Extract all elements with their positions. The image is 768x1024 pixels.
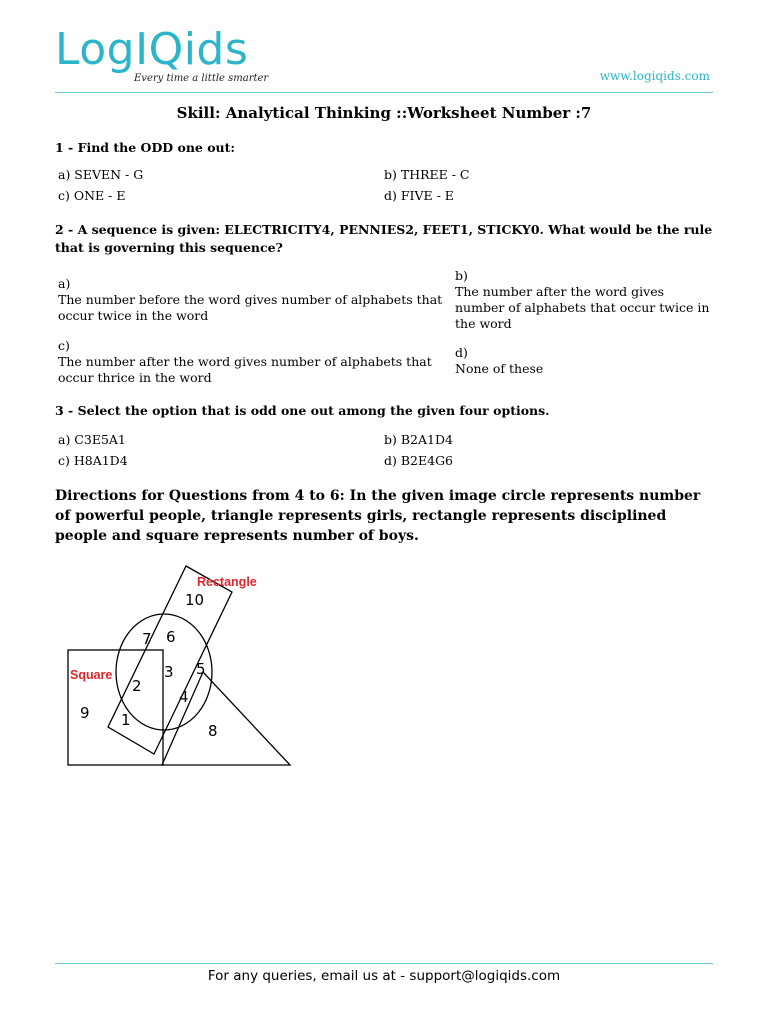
q2-option-a-text: The number before the word gives number of alphabets that occur twice in the word xyxy=(58,292,443,323)
q3-option-d: d) B2E4G6 xyxy=(384,453,454,468)
logo-tagline: Every time a little smarter xyxy=(134,73,269,84)
region-7: 7 xyxy=(142,630,152,648)
website-link[interactable]: www.logiqids.com xyxy=(599,69,710,83)
header-divider xyxy=(55,92,713,93)
q3-option-b: b) B2A1D4 xyxy=(384,432,453,447)
q3-option-c: c) H8A1D4 xyxy=(58,453,128,468)
q3-option-a: a) C3E5A1 xyxy=(58,432,126,447)
question-2: 2 - A sequence is given: ELECTRICITY4, PENNIES2, FEET1, STICKY0. What would be the rule that is governing this sequence? xyxy=(55,222,713,255)
region-4: 4 xyxy=(179,688,189,706)
directions-text: Directions for Questions from 4 to 6: In the given image circle represents number of powerful people, triangle represents girls, rectangle represents disciplined people and square represents number of boys. xyxy=(55,488,701,544)
q2-option-b-letter: b) xyxy=(455,268,468,283)
q2-option-b-text: The number after the word gives number of alphabets that occur twice in the word xyxy=(455,284,710,331)
q2-option-b xyxy=(455,268,713,332)
q2-option-c-letter: c) xyxy=(58,338,70,353)
region-9: 9 xyxy=(80,704,90,722)
q2-option-c xyxy=(58,338,450,386)
question-3: 3 - Select the option that is odd one out among the given four options. xyxy=(55,403,550,418)
footer-divider xyxy=(55,963,713,964)
region-6: 6 xyxy=(166,628,176,646)
q1-option-c: c) ONE - E xyxy=(58,188,126,203)
question-1: 1 - Find the ODD one out: xyxy=(55,140,236,155)
region-10: 10 xyxy=(185,591,205,609)
region-1: 1 xyxy=(121,711,131,729)
square-label: Square xyxy=(70,668,113,682)
q1-option-a: a) SEVEN - G xyxy=(58,167,144,182)
q1-option-b: b) THREE - C xyxy=(384,167,470,182)
q2-option-d xyxy=(455,345,713,377)
rectangle-label: Rectangle xyxy=(197,575,257,589)
region-3: 3 xyxy=(164,663,174,681)
venn-diagram xyxy=(55,560,305,775)
q2-option-a-letter: a) xyxy=(58,276,71,291)
q1-option-d: d) FIVE - E xyxy=(384,188,454,203)
q2-option-d-text: None of these xyxy=(455,361,544,376)
footer-contact: For any queries, email us at - support@logiqids.com xyxy=(207,968,561,984)
q2-option-c-text: The number after the word gives number of alphabets that occur thrice in the word xyxy=(58,354,432,385)
region-8: 8 xyxy=(208,722,218,740)
region-5: 5 xyxy=(196,660,206,678)
worksheet-title: Skill: Analytical Thinking ::Worksheet Number :7 xyxy=(176,104,592,122)
region-2: 2 xyxy=(132,677,142,695)
triangle-shape xyxy=(162,672,290,765)
q2-option-a xyxy=(58,276,450,324)
q2-option-d-letter: d) xyxy=(455,345,468,360)
logiqids-logo: LogIQids xyxy=(55,24,249,75)
